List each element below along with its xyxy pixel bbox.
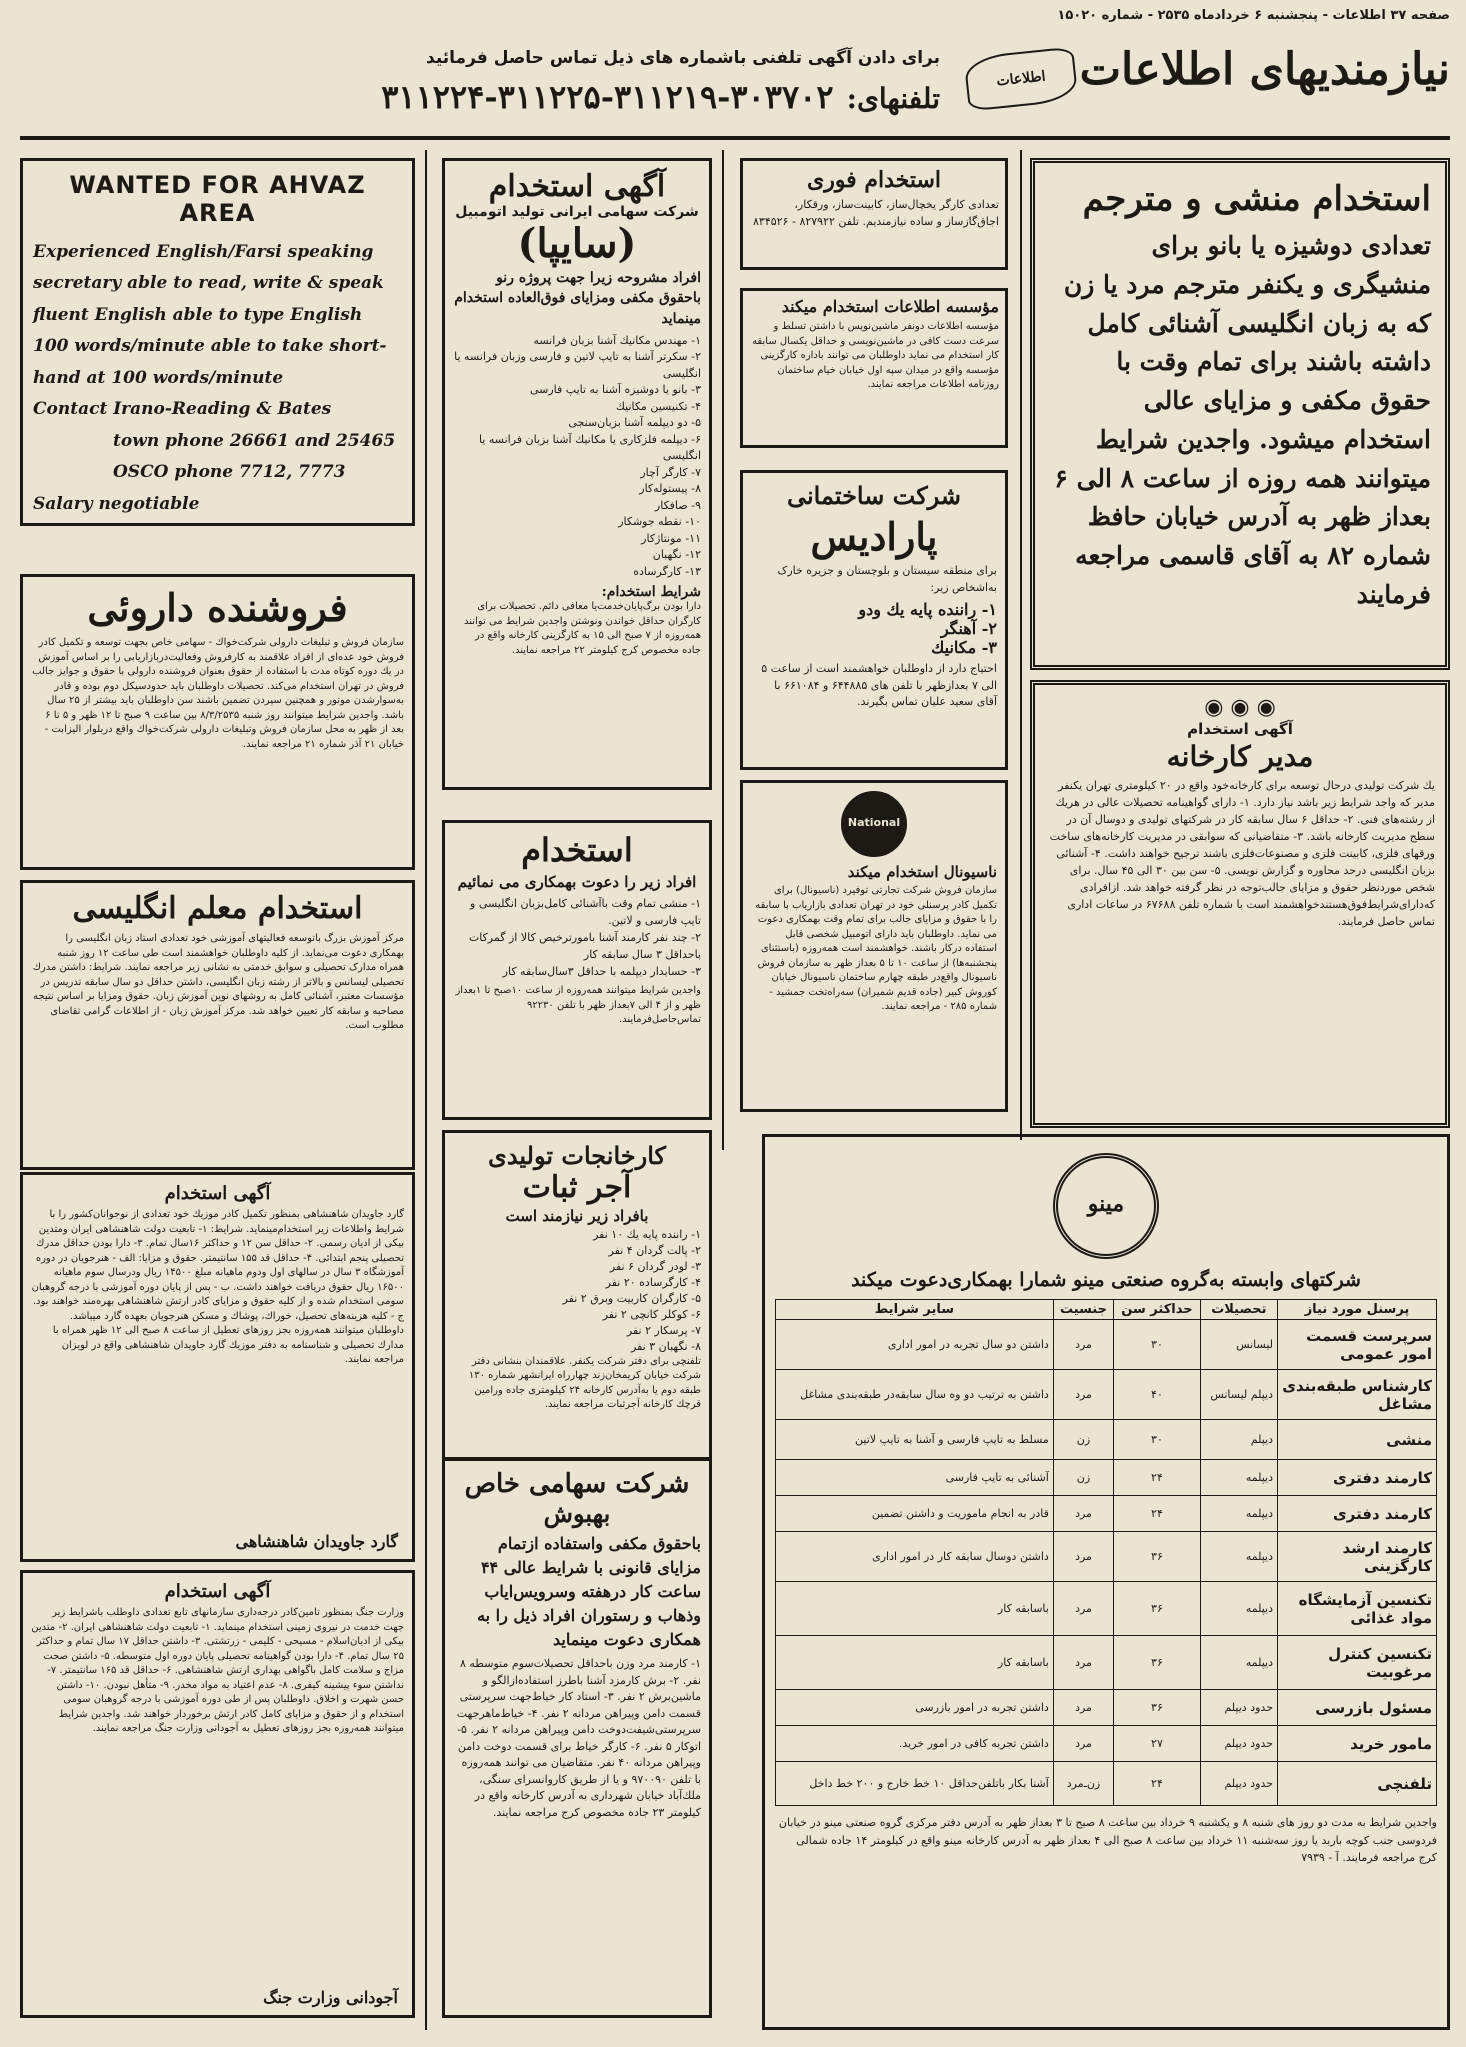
cell-education: دیپلمه [1200,1582,1277,1636]
ad-imperial-guard [20,1172,415,1562]
cell-education: حدود دیپلم [1200,1690,1277,1726]
ad-body: تعدادی دوشیزه یا بانو برای منشیگری و یکنفر مترجم مرد یا زن که به زبان انگلیسی آشنائی کامل داشته باشند برای تمام وقت با حقوق مکفی و مزایای عالی استخدام میشود. واجدین شرایط میتوانند همه روزه از ساعت ۸ الی ۶ بعداز ظهر به آدرس خیابان حافظ شماره ۸۲ به آقای قاسمی مراجعه فرمایند [1054,231,1431,609]
ad-intro: بافراد زیر نیازمند است [505,1207,649,1225]
ad-line: town phone 26661 and 25465 [113,430,396,451]
page-folio: صفحه ۳۷ اطلاعات - پنجشنبه ۶ خردادماه ۲۵۳۵ - شماره ۱۵۰۲۰ [1057,8,1450,23]
column-divider [1020,150,1022,1140]
cell-gender: مرد [1053,1582,1113,1636]
ad-ajorsabat [442,1130,712,1460]
cell-requirements: داشتن به ترتیب دو وه سال سابقه‌در طبقه‌بندی مشاغل [776,1370,1054,1420]
phone-numbers: ۳۰۳۷۰۲-۳۱۱۲۱۹-۳۱۱۲۲۵-۳۱۱۲۲۴ [381,78,834,116]
mino-logo-icon: مینو [1053,1153,1159,1259]
ad-body: وزارت جنگ بمنظور تامین‌کادر درجه‌داری سازمانهای تابع تعدادی داوطلب باشرایط زیر جهت خدمت در نیروی زمینی استخدام مینماید. ۱- تابعیت دولت شاهنشاهی ایران. ۲- متدین بیکی از ادیان‌اسلام - مسیحی - کلیمی - زرتشتی. ۳- داشتن حداقل ۱۷ سال تمام و حداکثر ۲۵ سال تمام. ۴- دارا بودن گواهینامه تحصیلی پایان دوره اول متوسطه. ۵- داشتن صحت مزاج و سلامت کامل باگواهی بهداری ارتش شاهنشاهی. ۶- حداقل قد ۱۶۵ سانتیمتر. ۷- نداشتن سوء پیشینه کیفری. ۸- عدم اعتیاد به مواد مخدر. ۹- متأهل نبودن. ۱۰- داشتن حسن شهرت و اخلاق. داوطلبان پس از طی دوره آموزشی با درجه گروهبان سومی استخدام و از حقوق و مزایای کامل کادر ارتش برخوردار خواهند شد. واجدین شرایط میتوانند همه‌روزه بجز روزهای تعطیل به آجودانی وزارت جنگ مراجعه نمایند. [31,1607,404,1734]
cell-age: ۲۴ [1114,1460,1201,1496]
cell-requirements: داشتن تجربه در امور بازرسی [776,1690,1054,1726]
company-name: آجر ثبات [522,1170,632,1205]
phone-line [60,78,940,118]
ad-line: 100 words/minute able to take short- [33,336,387,357]
ad-wanted-ahvaz [20,158,415,526]
ad-urgent-hire [740,158,1008,270]
cell-requirements: آشنائی به تایپ فارسی [776,1460,1054,1496]
ad-title: استخدام فوری [806,167,942,193]
cell-gender: مرد [1053,1532,1113,1582]
table-row [776,1496,1437,1532]
cell-age: ۲۴ [1114,1762,1201,1806]
ad-body: احتیاج دارد از داوطلبان خواهشمند است از ساعت ۵ الی ۷ بعدازظهر با تلفن های ۶۴۴۸۸۵ و ۶۶۱۰۸۴ با آقای سعید علیان تماس بگیرند. [761,662,997,708]
cell-age: ۳۶ [1114,1636,1201,1690]
role-item: ۳- حسابدار دیپلمه با حداقل ۳سال‌سابقه کار [502,965,701,979]
role-item: ۱- راننده پایه یك ۱۰ نفر [593,1228,701,1241]
ad-intro: باحقوق مکفی واستفاده ازتمام مزایای قانونی با شرایط عالی ۴۴ ساعت کار درهفته وسرویس‌اياب وذهاب و رستوران افراد ذیل را به همکاری دعوت مینماید [477,1534,701,1649]
ad-title: WANTED FOR AHVAZ AREA [69,171,366,227]
table-row [776,1762,1437,1806]
cell-education: دیپلم لیسانس [1200,1370,1277,1420]
decorative-icon: ◉ ◉ ◉ [1204,695,1276,720]
table-row [776,1532,1437,1582]
cell-position: کارشناس طبقه‌بندی مشاغل [1278,1370,1437,1420]
cell-requirements: باسابقه کار [776,1636,1054,1690]
ad-body: ۱- کارمند مرد وزن باحداقل تحصیلات‌سوم متوسطه ۸ نفر. ۲- برش کارمزد آشنا باطرز استفاده‌ازالگو و ماشین‌برش ۲ نفر. ۳- استاد کار خیاط‌جهت سرپرستی قسمت دامن وپیراهن مردانه ۲ نفر. ۴- خیاط‌ماهرجهت سرپرستی‌شیفت‌دوخت دامن وپیراهن مردانه ۲ نفر. ۵- اتوکار ۵ نفر. ۶- کارگر خیاط برای قسمت دوخت دامن وپیراهن مردانه ۴۰ نفر. متقاضیان می توانند همه‌روزه با تلفن ۹۷۰۰۹۰ و یا از طریق کاروانسرای سنگی، ملك‌آباد خیابان شهرداری به آدرس کارخانه واقع در کیلومتر ۲۳ جاده مخصوص کرج مراجعه نمایند. [456,1657,701,1819]
role-item: ۲- چند نفر کارمند آشنا بامورترخیص کالا از گمرکات باحداقل ۳ سال سابقه کار [468,931,701,962]
role-item: ۶- دیپلمه فلزکاری یا مکانیك آشنا بزبان فرانسه یا انگلیسی [478,432,701,463]
company-name: (سایپا) [517,220,637,267]
ad-body: تعدادی کارگر یخچال‌ساز، کابینت‌ساز، ورقکار، اجاق‌گازساز و ساده نیازمندیم. تلفن ۸۲۷۹۲۲ - ۸۳۴۵۲۶ [753,198,999,228]
cell-gender: زن‌ـ‌مرد [1053,1762,1113,1806]
role-item: ۱- منشی تمام وقت باآشنائی کامل‌بزبان انگلیسی و تایپ فارسی و لاتین. [470,897,701,928]
ad-body [33,237,402,520]
cell-age: ۲۴ [1114,1496,1201,1532]
role-list [453,895,701,980]
cell-position: منشی [1278,1420,1437,1460]
ad-employment [442,820,712,1120]
ad-body: سازمان فروش شرکت تجارتی توفیرد (ناسیونال) برای تکمیل کادر پرسنلی خود در تهران تعدادی بازاریاب با سابقه را با حقوق و مزایای جالب برای تمام وقت بهمکاری دعوت می نماید. داوطلبان باید دارای اتومبیل شخصی قابل استفاده درکار باشند. خواهشمند است همه‌روزه (باستثنای پنجشنبه‌ها) از ساعت ۱۰ تا ۵ بعداز ظهر به سازمان فروش ناسیونال واقع‌در طبقه چهارم ساختمان ناسیونال خیابان کوروش کبیر (جاده قدیم شمیران) سه‌راه‌تخت جمشید - شماره ۲۸۵ - مراجعه نمایند. [755,885,997,1012]
ad-body: مؤسسه اطلاعات دونفر ماشین‌نویس با داشتن تسلط و سرعت دست کافی در ماشین‌نویسی و حداقل یکسال سابقه کار استخدام می نماید داوطلبان می توانند باداره کارگزینی مؤسسه واقع در میدان سپه اول خیابان خیام ساختمان روزنامه اطلاعات مراجعه نمایند. [752,321,999,390]
role-item: ۶- کوکلر کانچی ۲ نفر [602,1307,701,1321]
column-header: تحصیلات [1200,1300,1277,1320]
cell-position: مامور خرید [1278,1726,1437,1762]
role-item: ۹- صافکار [654,498,701,512]
cell-position: کارمند دفتری [1278,1496,1437,1532]
role-item: ۸- پیستوله‌کار [639,482,701,496]
ad-line: Contact Irano-Reading & Bates [33,399,332,420]
column-divider [425,150,427,2030]
ad-mino-group [762,1134,1450,2030]
ad-title: مؤسسه اطلاعات استخدام میکند [781,297,999,316]
ad-line: fluent English able to type English [33,304,363,325]
cell-requirements: قادر به انجام ماموریت و داشتن تضمین [776,1496,1054,1532]
conditions-body: دارا بودن برگ‌پایان‌خدمت‌یا معافی دائم. تحصیلات برای کارگران حداقل خواندن ونوشتن واجدین شرایط می توانند همه‌روزه از ۷ صبح الی ۱۵ به کارگزینی کارخانه واقع در جاده مخصوص کرج کیلومتر ۲۲ مراجعه نمایند. [464,601,701,656]
role-item: ۱- مهندس مکانیك آشنا بزبان فرانسه [533,333,701,347]
table-row [776,1636,1437,1690]
table-row [776,1320,1437,1370]
table-row [776,1690,1437,1726]
ad-body: یك شرکت تولیدی درحال توسعه برای کارخانه‌خود واقع در ۲۰ کیلومتری تهران یکنفر مدیر که واجد شرایط زیر باشد نیاز دارد. ۱- دارای گواهینامه تحصیلات عالی در هریك از رشته‌های فنی. ۲- حداقل ۶ سال سابقه کار در شرکتهای تولیدی و دوسال آن در سطح مدیریت کارخانه باشد. ۳- متقاضیانی که سوابقی در مدیریت کارخانه‌های ساخت ورقهای فلزی، کابینت فلزی و مصنوعات‌فلزی باشند ترجیح خواهند داشت. ۴- آشنائی بزبان انگلیسی درحد محاوره و گزارش نویسی. ۵- سن بین ۳۰ الی ۴۵ سال. برای شخص مورد‌نظر حقوق و مزایای جالب‌توجه در نظر گرفته خواهد شد. ازافرادی که‌دارای‌شرایط‌فوق‌هستند‌خواهشمند است با شماره تلفن ۶۷۶۸۸ در ساعات اداری تماس حاصل فرمایند. [1049,779,1435,929]
role-item: ۱۳- کارگرساده [633,564,701,578]
cell-requirements: داشتن دو سال تجربه در امور اداری [776,1320,1054,1370]
cell-position: تکنسین آزمایشگاه مواد غذائی [1278,1582,1437,1636]
cell-gender: مرد [1053,1726,1113,1762]
cell-position: تکنسین کنترل مرغوبیت [1278,1636,1437,1690]
cell-age: ۲۷ [1114,1726,1201,1762]
role-item: ۳- مکانیك [931,638,997,657]
cell-gender: مرد [1053,1496,1113,1532]
ad-title: شرکت ساختمانی [786,481,962,510]
role-item: ۱۰- نقطه جوشکار [618,515,701,529]
ad-factory-manager [1030,680,1450,1128]
cell-age: ۳۶ [1114,1582,1201,1636]
ad-paradise-construction [740,470,1008,770]
jobs-table [775,1299,1437,1806]
role-item: ۳- بانو یا دوشیزه آشنا به تایپ فارسی [529,383,701,397]
role-list [453,1227,701,1355]
cell-education: دیپلمه [1200,1460,1277,1496]
ad-title: مدیر کارخانه [1166,740,1314,773]
ad-war-ministry [20,1570,415,2018]
role-list [453,333,701,581]
ad-title: شرکت سهامی خاص [464,1469,690,1499]
section-title: نیازمندیهای اطلاعات [1079,44,1450,95]
ad-intro: برای منطقه سیستان و بلوچستان و جزیره خارک به‌اشخاص زیر: [777,564,997,594]
role-item: ۲- پالت گردان ۴ نفر [608,1243,701,1257]
cell-age: ۳۶ [1114,1690,1201,1726]
cell-age: ۳۰ [1114,1420,1201,1460]
column-header: حداکثر سن [1114,1300,1201,1320]
ad-national [740,780,1008,1112]
ad-title: آگهی استخدام [488,169,666,204]
ad-intro: افراد مشروحه زیرا جهت پروژه رنو باحقوق مکفی ومزایای فوق‌العاده استخدام مینماید [454,270,701,327]
ad-body: مرکز آموزش بزرگ باتوسعه فعالیتهای آموزشی خود تعدادی استاد زبان انگلیسی را بهمکاری دعوت می‌نماید. از کلیه داوطلبان خواهشمند است طی ساعت ۱۲ روز شنبه همراه مدارک تحصیلی و سوابق خدمتی به نشانی زیر مراجعه نمایند. شرایط: داشتن مدرك تحصیلی لیسانس و بالاتر از رشته زبان انگلیسی، داشتن حداقل دو سال سابقه تدریس در مؤسسات معتبر، آشنائی کامل به روشهای نوین آموزش زبان. حقوق ومزایا بر اساس نتیجه مصاحبه و سابقه کار تعیین خواهد شد. مرکز آموزش زبان - از اطلاعات گرامی تقاضای مطلوب است. [32,933,404,1031]
national-logo-icon: National [841,791,907,857]
ad-ettelaat-institute [740,288,1008,448]
ad-body: تلفنچی برای دفتر شرکت یکنفر. علاقمندان بنشانی دفتر شرکت خیابان کریمخان‌زند چهارراه ایرانشهر شماره ۱۳۰ طبقه دوم یا به‌آدرس کارخانه ۲۴ کیلومتری جاده ورامین قرچك کارخانه آجرثبات مراجعه نمایند. [468,1355,701,1410]
ad-title: کارخانجات تولیدی [488,1141,666,1170]
role-item: ۱۱- مونتاژکار [641,531,701,545]
ad-saipa [442,158,712,790]
ad-footer: واجدین شرایط به مدت دو روز های شنبه ۸ و یکشنبه ۹ خرداد بین ساعت ۸ صبح تا ۳ بعداز ظهر به آدرس دفتر مرکزی گروه صنعتی مینو در خیابان فردوسی جنب کوچه باربد یا روز سه‌شنبه ۱۱ خرداد بین ساعت ۸ صبح الی ۴ بعداز ظهر به آدرس کارخانه مینو واقع در کیلومتر ۱۴ جاده شمالی کرج مراجعه فرمایند. آ - ۷۹۳۹ [778,1816,1437,1865]
cell-age: ۳۶ [1114,1532,1201,1582]
role-item: ۸- نگهبان ۳ نفر [631,1339,701,1353]
ad-title: آگهی استخدام [164,1581,271,1602]
ad-title: استخدام معلم انگلیسی [72,891,363,926]
role-item: ۵- کارگران کاربیت وبرق ۲ نفر [562,1291,701,1305]
cell-requirements: داشتن دوسال سابقه کار در امور اداری [776,1532,1054,1582]
cell-gender: مرد [1053,1690,1113,1726]
role-item: ۳- لودر گردان ۶ نفر [609,1259,701,1273]
cell-age: ۴۰ [1114,1370,1201,1420]
ad-pharma-sales [20,574,415,870]
cell-education: دیپلمه [1200,1532,1277,1582]
cell-education: حدود دیپلم [1200,1762,1277,1806]
header-rule [20,136,1450,140]
role-item: ۲- سکرتر آشنا به تایپ لاتین و فارسی وزبان فرانسه یا انگلیسی [454,350,701,380]
ad-title: ناسیونال استخدام میکند [847,863,997,881]
column-divider [722,150,724,1150]
ettelaat-logo-icon: اطلاعات [963,46,1078,111]
role-item: ۷- پرسکار ۲ نفر [626,1323,701,1337]
role-item: ۴- کارگرساده ۲۰ نفر [605,1275,701,1289]
ad-header: آگهی استخدام [1187,720,1293,738]
cell-gender: زن [1053,1460,1113,1496]
role-item: ۱۲- نگهبان [652,548,701,562]
ad-signature: گارد جاویدان شاهنشاهی [235,1532,398,1551]
cell-requirements: داشتن تجربه کافی در امور خرید. [776,1726,1054,1762]
column-header: سایر شرایط [776,1300,1054,1320]
role-item: ۴- تکنیسین مکانیك [615,399,701,413]
cell-gender: مرد [1053,1370,1113,1420]
ad-title: فروشنده داروئی [87,585,348,630]
table-row [776,1460,1437,1496]
ad-line: OSCO phone 7712, 7773 [113,462,346,483]
cell-age: ۳۰ [1114,1320,1201,1370]
table-row [776,1370,1437,1420]
ad-line: hand at 100 words/minute [33,367,284,388]
cell-requirements: باسابقه کار [776,1582,1054,1636]
cell-position: سرپرست قسمت امور عمومی [1278,1320,1437,1370]
cell-education: دیپلمه [1200,1496,1277,1532]
column-header: جنسیت [1053,1300,1113,1320]
ad-body: گارد جاویدان شاهنشاهی بمنظور تکمیل کادر موزیك خود تعدادی از نوجوانان‌کشور را با شرایط واطلاعات زیر استخدام‌مینماید. شرایط: ۱- تابعیت دولت شاهنشاهی ایران ومتدین بیکی از ادیان رسمی. ۲- حداقل سن ۱۲ و حداکثر ۱۶سال تمام. ۳- دارا بودن حداقل مدرك تحصیلی پنجم ابتدائی. ۴- حداقل قد ۱۵۵ سانتیمتر. حقوق و مزایا: الف - هنرجویان در دوره آموزشگاه ۳ سال در سالهای اول ودوم ماهیانه مبلغ ۱۴۵۰۰ ریال ودرسال سوم ماهیانه ۱۶۵۰۰ ریال حقوق دریافت خواهند داشت. ب - پس از پایان دوره آموزشی با درجه گروهبان سومی استخدام شده و از کلیه حقوق و مزایای کادر ارتش شاهنشاهی بهره‌مند خواهند بود. ج - کلیه هزینه‌های تحصیل، خوراك، پوشاك و مسکن هنرجویان بعهده گارد میباشد. داوطلبان میتوانند همه‌روزه بجز روزهای تعطیل از ساعت ۸ صبح الی ۱۲ ظهر همراه با مدارك تحصیلی و شناسنامه به دفتر موزیك گارد جاویدان شاهنشاهی واقع در لویزان مراجعه نمایند. [31,1209,404,1365]
table-row [776,1726,1437,1762]
ad-title: استخدام [521,831,633,869]
company-name: پارادیس [810,514,938,559]
cell-position: تلفنچی [1278,1762,1437,1806]
ad-line: Salary negotiable [33,493,200,514]
phone-label: تلفنهای: [846,82,940,115]
ad-line: secretary able to read, write & speak [33,273,384,294]
role-item: ۷- کارگر آچار [640,465,701,479]
ad-title: آگهی استخدام [164,1183,271,1204]
table-row [776,1420,1437,1460]
ad-english-teacher [20,880,415,1170]
ad-secretary-translator [1030,158,1450,670]
cell-requirements: آشنا بکار باتلفن‌حداقل ۱۰ خط خارج و ۲۰۰ خط داخل [776,1762,1054,1806]
cell-education: لیسانس [1200,1320,1277,1370]
conditions-title: شرایط استخدام: [601,584,701,601]
table-row [776,1582,1437,1636]
role-item: ۲- آهنگر [940,619,997,638]
ad-title: استخدام منشی و مترجم [1082,179,1431,219]
cell-education: حدود دیپلم [1200,1726,1277,1762]
cell-education: دیپلم [1200,1420,1277,1460]
ad-body: واجدین شرایط میتوانند همه‌روزه از ساعت ۱۰صبح تا ۱بعداز ظهر و از ۴ الی ۷بعداز ظهر با تلفن ۹۲۲۳۰ تماس‌حاصل‌فرمایند. [455,985,701,1026]
cell-gender: زن [1053,1420,1113,1460]
ad-body: سازمان فروش و تبلیغات دارولی شرکت‌خواك - سهامی خاص بجهت توسعه و تکمیل کادر فروش خود عده‌ای از افراد علاقمند به کارفروش وفعالیت‌دربازاریابی را بر اساس آموزش در یك دوره کوتاه مدت با استفاده از حقوق بعنوان فروشنده دارولی با حقوق و جوایز جالب فروش در تهران استخدام می‌کند. تحصیلات داوطلبان باید حدودسیکل دوم بوده و قادر به‌سوارشدن موتور و همچنین سپردن تضمین باشند سن داوطلبان باید بیشتر از ۲۵ سال باشد. واجدین شرایط میتوانند روز شنبه ۸/۳/۲۵۳۵ بین ساعت ۹ صبح تا ۱۲ ظهر و ۵ تا ۶ بعد از ظهر به محل سازمان فروش وتبلیغات دارولی شرکت‌خواك واقع دربلوار الیزابت - خیابان ۲۱ آذر شماره ۲۱ مراجعه نمایند. [32,637,404,750]
company-label: شرکت سهامی ایرانی تولید اتومبیل [455,204,699,220]
ad-intro: افراد زیر را دعوت بهمکاری می نمائیم [457,873,697,891]
ad-line: Experienced English/Farsi speaking [33,242,374,262]
cell-requirements: مسلط به تایپ فارسی و آشنا به تایپ لاتین [776,1420,1054,1460]
role-item: ۱- راننده پایه یك ودو [858,600,997,619]
cell-gender: مرد [1053,1320,1113,1370]
ad-behboosh [442,1458,712,2018]
cell-education: دیپلمه [1200,1636,1277,1690]
cell-gender: مرد [1053,1636,1113,1690]
cell-position: کارمند ارشد کارگزینی [1278,1532,1437,1582]
ad-signature: آجودانی وزارت جنگ [263,1988,398,2007]
ad-headline: شرکتهای وابسته به‌گروه صنعتی مینو شمارا بهمکاری‌دعوت میکند [851,1269,1361,1291]
column-header: پرسنل مورد نیاز [1278,1300,1437,1320]
company-name: بهبوش [543,1499,611,1528]
section-title-block [960,40,1450,130]
cell-position: مسئول بازرسی [1278,1690,1437,1726]
role-list [751,600,997,657]
cell-position: کارمند دفتری [1278,1460,1437,1496]
role-item: ۵- دو دیپلمه آشنا بزبان‌سنجی [568,416,701,430]
table-header-row [776,1300,1437,1320]
contact-line: برای دادن آگهی تلفنی باشماره های ذیل تماس حاصل فرمائید [426,48,940,68]
